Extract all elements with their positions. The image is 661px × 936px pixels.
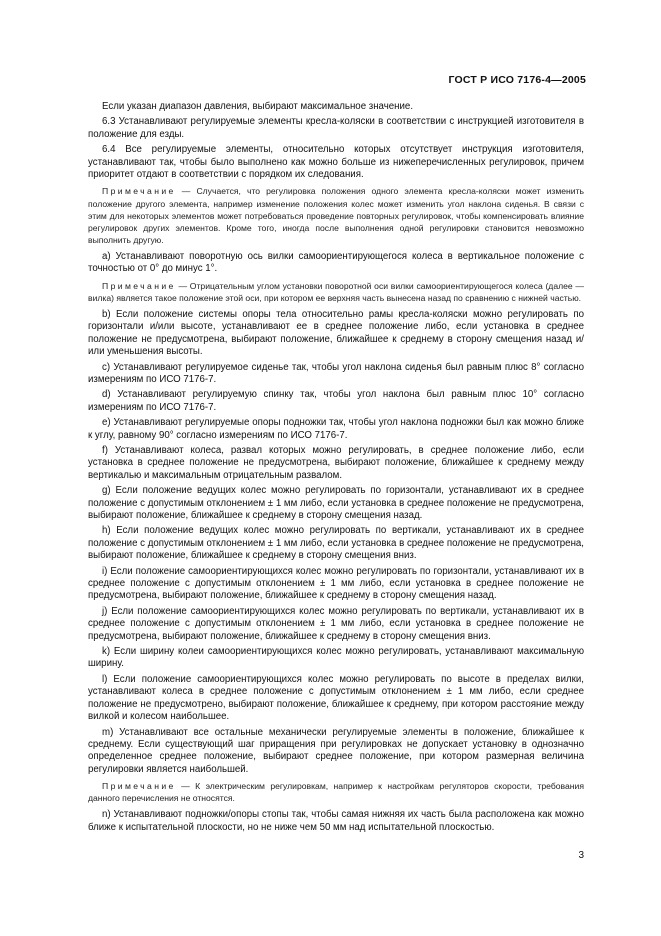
list-item-j: j) Если положение самоориентирующихся колес можно регулировать по вертикали, устанавливают их в среднее положение с допустимым отклонением ± 1 мм либо, если установка в среднее положение не предусмотрена, выбирают положение, ближайшее к среднему в сторону смещения вниз. xyxy=(88,605,584,642)
list-item-m: m) Устанавливают все остальные механически регулируемые элементы в положение, ближайшее к среднему. Если существующий шаг приращения при регулировках не допускает установку в однозначно определенное среднее положение, выбирают среднее положение, при котором размерная величина регулировки является наибольшей. xyxy=(88,726,584,775)
note-negative-angle xyxy=(88,280,584,304)
list-item-f: f) Устанавливают колеса, развал которых можно регулировать, в среднее положение либо, если установка в среднее положение не предусмотрена, выбирают положение, ближайшее к среднему между вертикалью и максимальным отрицательным развалом. xyxy=(88,444,584,481)
note-label: Примечание xyxy=(102,280,176,291)
list-item-e: e) Устанавливают регулируемые опоры подножки так, чтобы угол наклона подножки был как можно ближе к углу, равному 90° согласно измерениям по ИСО 7176-7. xyxy=(88,417,584,441)
note-label: Примечание xyxy=(102,781,176,792)
page-number: 3 xyxy=(578,850,584,861)
list-item-g: g) Если положение ведущих колес можно регулировать по горизонтали, устанавливают их в среднее положение с допустимым отклонением ± 1 мм либо, если установка в среднее положение не предусмотрена, выбирают положение, ближайшее к среднему в сторону смещения назад. xyxy=(88,485,584,521)
list-item-k: k) Если ширину колеи самоориентирующихся колес можно регулировать, устанавливают максимальную ширину. xyxy=(88,646,584,670)
paragraph-6-4: 6.4 Все регулируемые элементы, относительно которых отсутствует инструкция изготовителя, устанавливают так, чтобы было выполнено как можно больше из нижеперечисленных регулировок, причем приоритет отдают в соответствии с порядком их следования. xyxy=(88,144,584,181)
list-item-i: i) Если положение самоориентирующихся колес можно регулировать по горизонтали, устанавливают их в среднее положение с допустимым отклонением ± 1 мм либо, если установка в среднее положение не предусмотрена, выбирают положение, ближайшее к среднему в сторону смещения назад. xyxy=(88,565,584,602)
list-item-b: b) Если положение системы опоры тела относительно рамы кресла-коляски можно регулировать по горизонтали и/или высоте, устанавливают ее в среднее положение либо, если установка в среднее положение не предусмотрена, выбирают положение, ближайшее к среднему в сторону смещения назад и/ или уменьшения высоты. xyxy=(88,308,584,358)
list-item-d: d) Устанавливают регулируемую спинку так, чтобы угол наклона был равным плюс 10° согласно измерениям по ИСО 7176-7. xyxy=(88,389,584,413)
note-adjustment-interaction xyxy=(88,185,584,245)
note-text: — Случается, что регулировка положения одного элемента кресла-коляски может изменить положение другого элемента, например изменение положения колес может изменить угол наклона сиденья. В связи с этим для некоторых элементов может потребоваться проведение повторных регулировок, чтобы компенсировать влияние регулировок других элементов. Кроме того, иногда после выполнения одной регулировки становится невозможно выполнить другую. xyxy=(88,186,584,245)
list-item-n: n) Устанавливают подножки/опоры стопы так, чтобы самая нижняя их часть была расположена как можно ближе к испытательной плоскости, но не ниже чем 50 мм над испытательной плоскостью. xyxy=(88,809,584,833)
paragraph-6-3: 6.3 Устанавливают регулируемые элементы кресла-коляски в соответствии с инструкцией изготовителя в положение для езды. xyxy=(88,116,584,140)
note-electric-adjustments xyxy=(88,780,584,804)
note-label: Примечание xyxy=(102,186,176,197)
list-item-c: c) Устанавливают регулируемое сиденье так, чтобы угол наклона сиденья был равным плюс 8° согласно измерениям по ИСО 7176-7. xyxy=(88,361,584,385)
document-body xyxy=(88,101,584,837)
paragraph-pressure-range: Если указан диапазон давления, выбирают максимальное значение. xyxy=(102,101,414,112)
note-text: — К электрическим регулировкам, например к настройкам регуляторов скорости, требования данного перечисления не относятся. xyxy=(88,781,584,804)
list-item-l: l) Если положение самоориентирующихся колес можно регулировать по высоте в пределах вилки, устанавливают колеса в среднее положение с допустимым отклонением ± 1 мм либо, если среднее положение не предусмотрено, выбирают положение, ближайшее к среднему, при котором расстояние между вилкой и колесом наибольшее. xyxy=(88,673,584,723)
note-text: — Отрицательным углом установки поворотной оси вилки самоориентирующегося колеса (далее — вилка) является такое положение этой оси, при котором ее верхняя часть вынесена назад по сравнению с нижней частью. xyxy=(88,280,584,303)
list-item-h: h) Если положение ведущих колес можно регулировать по вертикали, устанавливают их в среднее положение с допустимым отклонением ± 1 мм либо, если установка в среднее положение не предусмотрена, выбирают положение, ближайшее к среднему в сторону смещения вниз. xyxy=(88,525,584,562)
document-header: ГОСТ Р ИСО 7176-4—2005 xyxy=(448,74,586,86)
list-item-a: a) Устанавливают поворотную ось вилки самоориентирующегося колеса в вертикальное положение с точностью от 0° до минус 1°. xyxy=(88,250,584,275)
